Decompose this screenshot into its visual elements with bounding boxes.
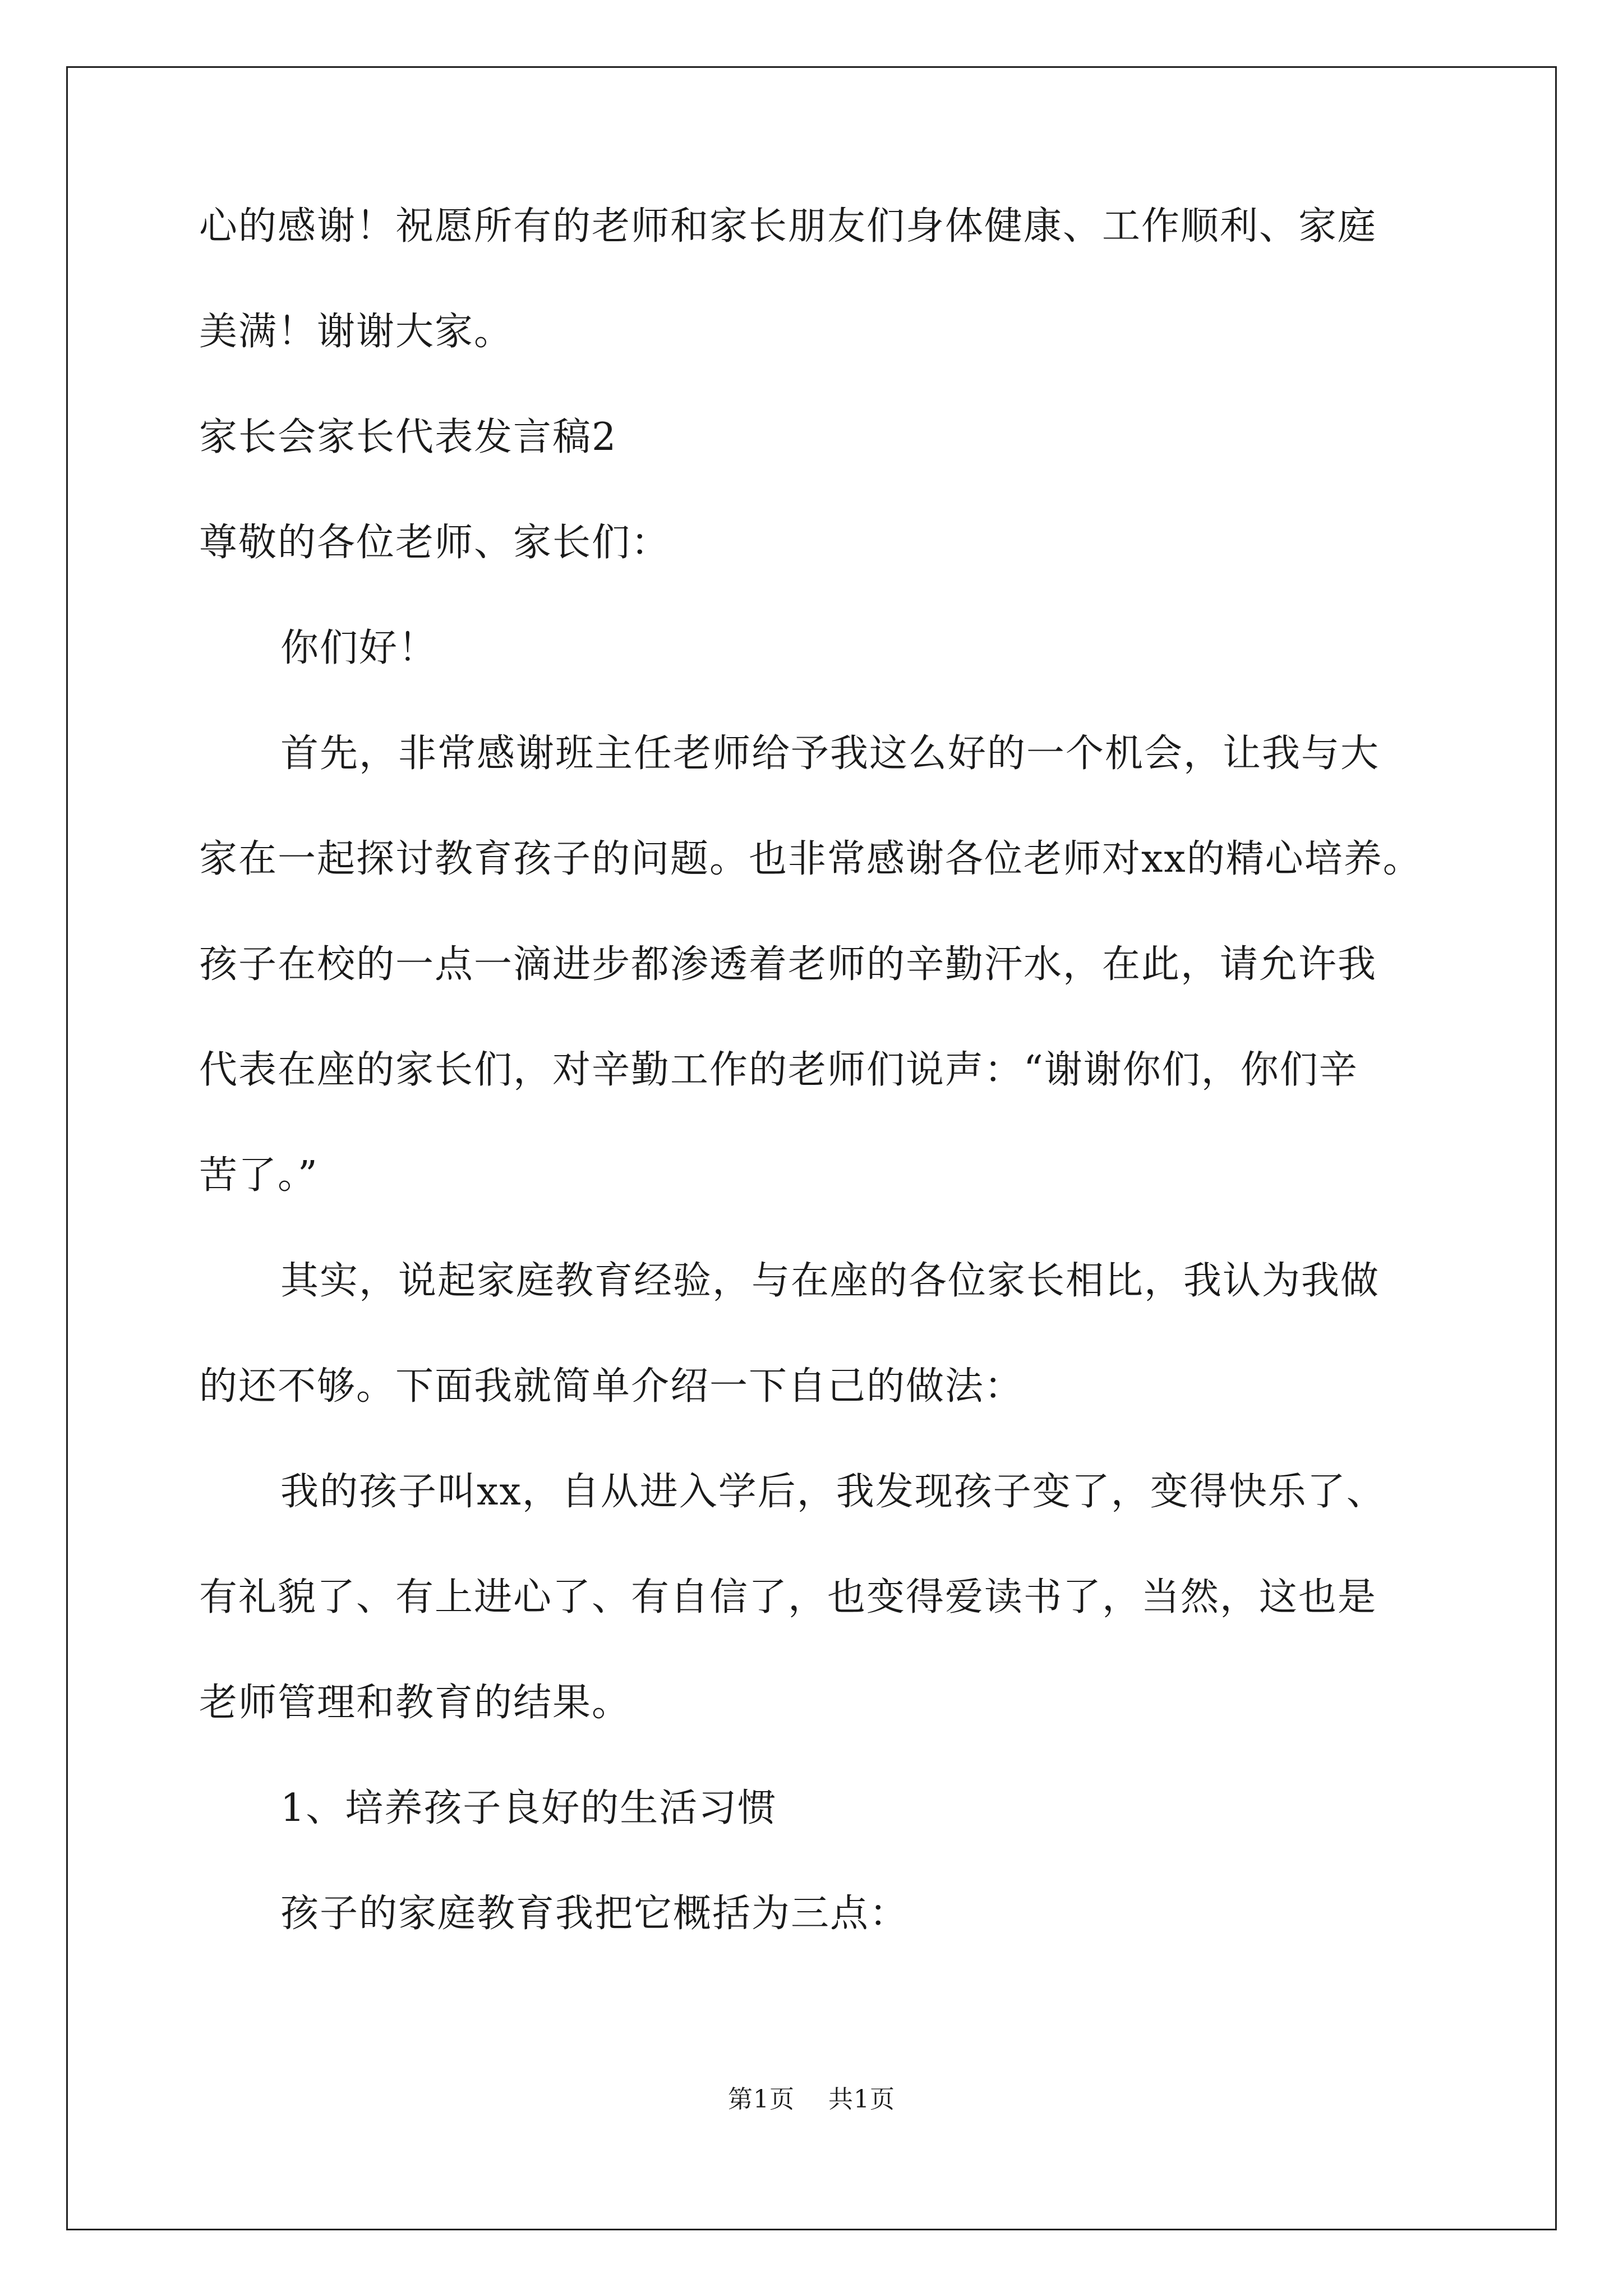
text-line: 家在一起探讨教育孩子的问题。也非常感谢各位老师对xx的精心培养。: [199, 837, 1422, 881]
document-body: [199, 204, 1455, 2000]
text-line: 我的孩子叫xx，自从进入学后，我发现孩子变了，变得快乐了、: [280, 1470, 1386, 1514]
text-line: 孩子在校的一点一滴进步都渗透着老师的辛勤汗水，在此，请允许我: [199, 942, 1377, 987]
text-line: 首先，非常感谢班主任老师给予我这么好的一个机会，让我与大: [280, 731, 1380, 776]
text-line: 心的感谢！祝愿所有的老师和家长朋友们身体健康、工作顺利、家庭: [199, 204, 1377, 249]
salutation: 尊敬的各位老师、家长们：: [199, 521, 671, 565]
text-line: 孩子的家庭教育我把它概括为三点：: [280, 1892, 909, 1936]
page-footer: [0, 2086, 1623, 2114]
list-heading: 1、培养孩子良好的生活习惯: [280, 1786, 777, 1830]
text-line: 美满！谢谢大家。: [199, 310, 514, 354]
text-line: 苦了。”: [199, 1153, 319, 1198]
text-line: 的还不够。下面我就简单介绍一下自己的做法：: [199, 1364, 1024, 1409]
section-title: 家长会家长代表发言稿2: [199, 415, 617, 459]
text-line: 有礼貌了、有上进心了、有自信了，也变得爱读书了，当然，这也是: [199, 1575, 1377, 1619]
page-number-current: 第1页: [728, 2085, 795, 2114]
text-line: 其实，说起家庭教育经验，与在座的各位家长相比，我认为我做: [280, 1259, 1380, 1303]
text-line: 老师管理和教育的结果。: [199, 1681, 631, 1725]
page-number-total: 共1页: [828, 2085, 895, 2114]
text-line: 代表在座的家长们，对辛勤工作的老师们说声：“谢谢你们，你们辛: [199, 1048, 1358, 1092]
greeting: 你们好！: [280, 626, 438, 670]
